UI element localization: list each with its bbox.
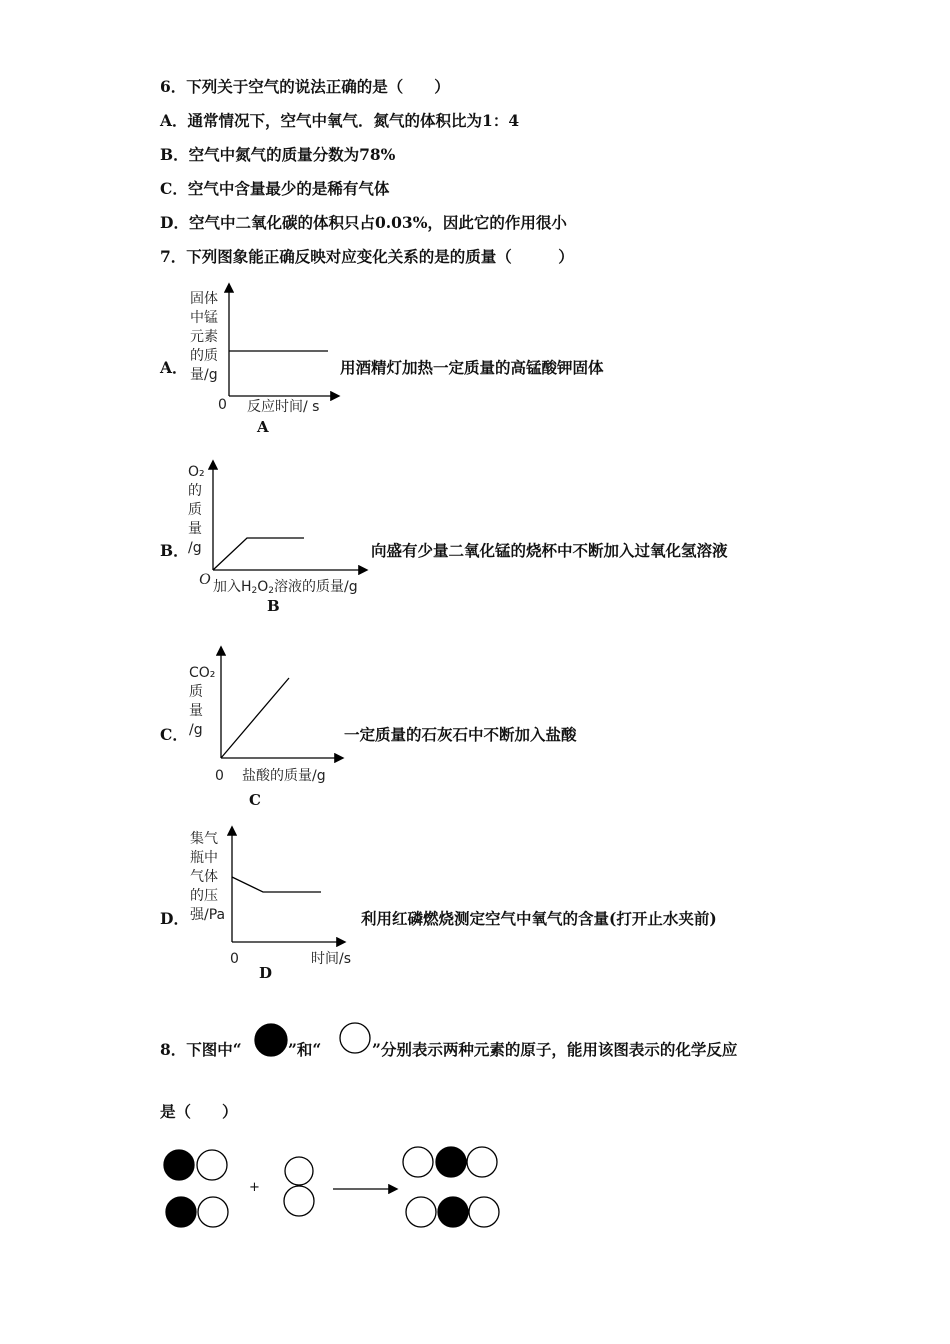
ylabel-line: 量/g [190, 367, 218, 383]
q8-stem-suffix: ”分别表示两种元素的原子，能用该图表示的化学反应 [372, 1040, 738, 1059]
q6-option-b: B．空气中氮气的质量分数为78% [160, 145, 396, 164]
product-molecule-1 [403, 1147, 497, 1177]
white-atom-icon [403, 1147, 433, 1177]
q8-stem-line2: 是（ ） [160, 1102, 238, 1121]
graph-b-origin: O [199, 571, 211, 588]
ylabel-line: CO₂ [189, 665, 216, 681]
ylabel-line: O₂ [188, 464, 205, 480]
reaction-plus-sign: + [249, 1180, 260, 1195]
white-atom-icon [469, 1197, 499, 1227]
ylabel-line: 瓶中 [190, 850, 218, 866]
reactant-molecule-1 [164, 1150, 227, 1180]
graph-b-description: 向盛有少量二氧化锰的烧杯中不断加入过氧化氢溶液 [371, 541, 728, 560]
ylabel-line: 的质 [190, 348, 218, 364]
graph-b-option: B． [160, 541, 189, 560]
graph-a-origin: 0 [218, 397, 227, 413]
white-atom-icon [467, 1147, 497, 1177]
graph-a-option: A． [160, 358, 188, 377]
graph-b-caption: B [267, 597, 280, 615]
graph-d-option: D． [160, 909, 189, 928]
black-atom-icon [166, 1197, 196, 1227]
graph-a-description: 用酒精灯加热一定质量的高锰酸钾固体 [340, 358, 604, 377]
graph-c-xlabel: 盐酸的质量/g [242, 768, 326, 784]
ylabel-line: 量 [189, 703, 203, 719]
graph-d-xlabel: 时间/s [311, 951, 352, 967]
graph-d-origin: 0 [230, 951, 239, 967]
q8-stem-middle: ”和“ [288, 1040, 322, 1059]
white-atom-icon [198, 1197, 228, 1227]
ylabel-line: 强/Pa [190, 907, 226, 923]
ylabel-line: 的压 [190, 888, 218, 904]
reactant-molecule-2 [166, 1197, 228, 1227]
q7-stem: 7．下列图象能正确反映对应变化关系的是的质量（ ） [160, 247, 574, 266]
graph-a-caption: A [257, 418, 269, 436]
graph-d-description: 利用红磷燃烧测定空气中氧气的含量(打开止水夹前) [361, 909, 717, 928]
ylabel-line: 量 [188, 521, 202, 537]
product-molecule-2 [406, 1197, 499, 1227]
ylabel-line: 元素 [190, 329, 218, 345]
graph-d-caption: D [259, 964, 273, 982]
white-atom-icon [406, 1197, 436, 1227]
ylabel-line: 的 [188, 483, 202, 499]
q6-option-a: A．通常情况下，空气中氧气．氮气的体积比为1：4 [160, 111, 520, 130]
black-atom-icon [438, 1197, 468, 1227]
q6-option-d: D．空气中二氧化碳的体积只占0.03%，因此它的作用很小 [160, 213, 567, 232]
black-atom-icon [164, 1150, 194, 1180]
graph-c-option: C． [160, 725, 188, 744]
ylabel-line: /g [189, 722, 203, 738]
white-atom-icon [284, 1186, 314, 1216]
ylabel-line: 中锰 [190, 310, 218, 326]
graph-b-xlabel: 加入$H_2O_2$溶液的质量/g [213, 579, 358, 596]
black-atom-icon [436, 1147, 466, 1177]
white-atom-icon [197, 1150, 227, 1180]
ylabel-line: 集气 [190, 831, 218, 847]
q6-option-c: C．空气中含量最少的是稀有气体 [160, 179, 390, 198]
graph-a-xlabel: 反应时间/ s [247, 399, 320, 415]
q8-stem-prefix: 8．下图中“ [160, 1040, 242, 1059]
reactant-molecule-3 [284, 1157, 314, 1216]
graph-c-origin: 0 [215, 768, 224, 784]
ylabel-line: /g [188, 540, 202, 556]
graph-c-caption: C [249, 791, 261, 809]
q6-stem: 6．下列关于空气的说法正确的是（ ） [160, 77, 450, 96]
ylabel-line: 固体 [190, 291, 218, 307]
ylabel-line: 质 [189, 684, 203, 700]
ylabel-line: 气体 [190, 869, 218, 885]
graph-c-description: 一定质量的石灰石中不断加入盐酸 [344, 725, 577, 744]
white-atom-icon [285, 1157, 313, 1185]
ylabel-line: 质 [188, 502, 202, 518]
